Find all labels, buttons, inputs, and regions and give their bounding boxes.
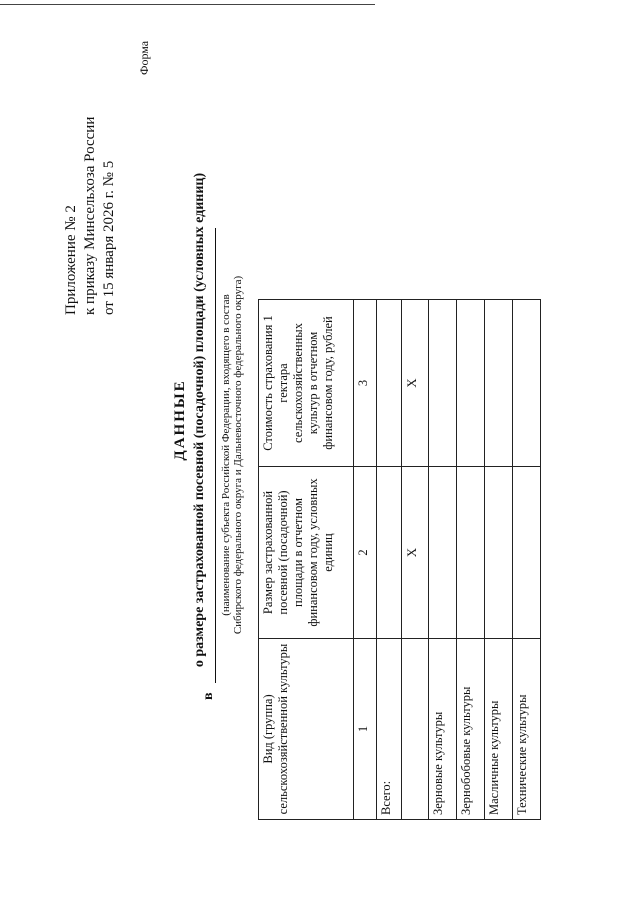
crop-name: Зерновые культуры [429,639,457,820]
excluded-mark-cost: X [402,300,429,467]
subnote-line-2: Сибирского федерального округа и Дальневосточного федерального округа) [232,275,244,635]
in-prefix: в [201,692,216,700]
title-line-2: о размере застрахованной посевной (посадочной) площади (условных единиц) [192,172,207,668]
crop-name: Зернобобовые культуры [457,639,485,820]
appendix-block [62,117,119,315]
crop-name: Технические культуры [513,639,541,820]
form-label: Форма [137,40,151,75]
data-table [258,299,541,820]
excluded-row [402,300,429,820]
cost-cell[interactable] [429,300,457,467]
column-header-cost: Стоимость страхования 1 гектара сельскохозяйственных культур в отчетном финансовом году, рублей [259,300,354,467]
table-row [485,300,513,820]
table-row [457,300,485,820]
total-label: Всего: [377,639,402,820]
subnote-line-1: (наименование субъекта Российской Федерации, входящего в состав [220,294,232,616]
crop-name: Масличные культуры [485,639,513,820]
cost-cell[interactable] [485,300,513,467]
total-row [377,300,402,820]
area-cell[interactable] [513,467,541,639]
appendix-line-2: к приказу Минсельхоза России [82,116,98,315]
column-number-2: 2 [354,467,377,639]
area-cell[interactable] [457,467,485,639]
area-cell[interactable] [429,467,457,639]
table-row [429,300,457,820]
cost-cell[interactable] [457,300,485,467]
column-header-crop: Вид (группа) сельскохозяйственной культуры [259,639,354,820]
document-title [171,105,209,735]
total-area-cell[interactable] [377,467,402,639]
title-line-1: ДАННЫЕ [172,379,188,461]
excluded-mark-area: X [402,467,429,639]
excluded-label-cell [402,639,429,820]
region-subnote [220,210,244,700]
column-number-row [354,300,377,820]
total-cost-cell[interactable] [377,300,402,467]
table-header-row [259,300,354,820]
area-cell[interactable] [485,467,513,639]
column-number-3: 3 [354,300,377,467]
cost-cell[interactable] [513,300,541,467]
table-row [513,300,541,820]
column-number-1: 1 [354,639,377,820]
column-header-area: Размер застрахованной посевной (посадочной) площади в отчетном финансовом году, условных единиц [259,467,354,639]
region-fill-line [215,228,216,683]
appendix-line-3: от 15 января 2026 г. № 5 [101,160,117,315]
appendix-line-1: Приложение № 2 [63,205,79,315]
